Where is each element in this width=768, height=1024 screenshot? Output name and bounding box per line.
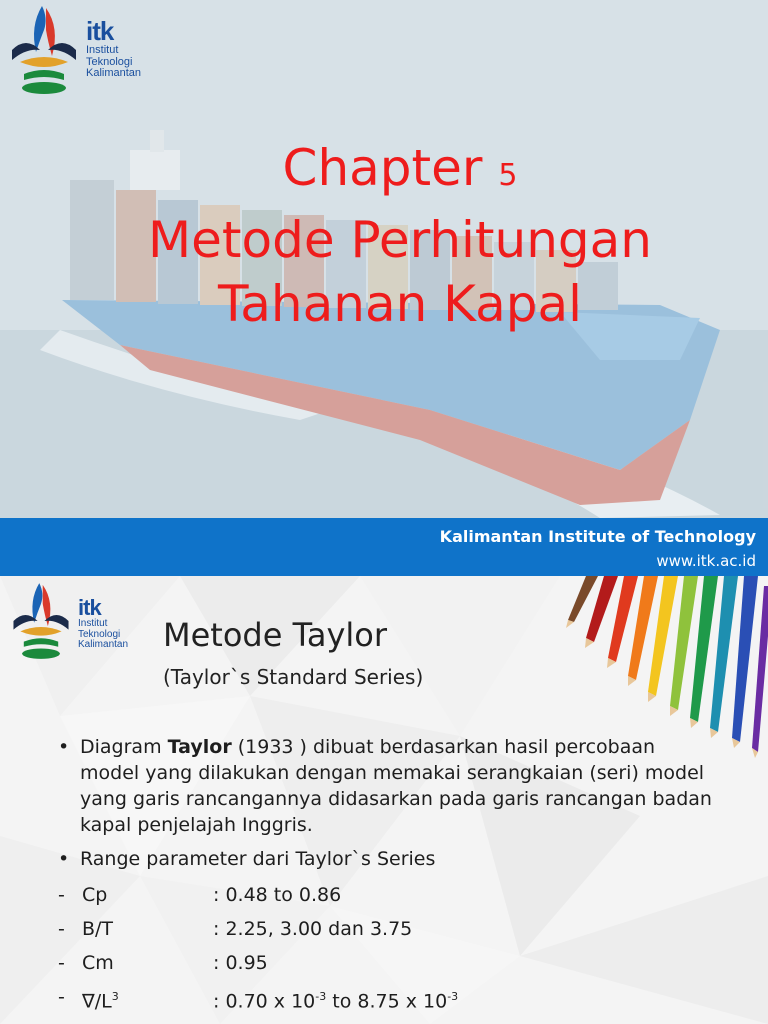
logo-line2: Teknologi xyxy=(86,55,133,68)
logo-line1: Institut xyxy=(86,44,119,57)
footer-band xyxy=(0,518,768,576)
itk-logo-small xyxy=(6,578,166,668)
param-name-sup: 3 xyxy=(111,990,119,1003)
logo-line2: Teknologi xyxy=(78,628,121,640)
logo-abbr: itk xyxy=(86,16,114,46)
bullet-range-parameter: • Range parameter dari Taylor`s Series xyxy=(58,846,718,872)
param-value: : 0.48 to 0.86 xyxy=(213,884,342,906)
sup-a: -3 xyxy=(315,990,327,1003)
slide-body xyxy=(58,734,718,1018)
sup-b: -3 xyxy=(447,990,459,1003)
bullet1-post: (1933 ) dibuat berdasarkan hasil percobaan model yang dilakukan dengan memakai serangkaian (seri) model yang garis rancangannya didasarkan pada garis rancangan badan kapal penjelajah Inggris. xyxy=(80,736,712,836)
param-name: Cp xyxy=(82,884,108,906)
param-dash: - xyxy=(58,986,65,1008)
website-link[interactable]: www.itk.ac.id xyxy=(656,552,756,570)
param-name: Cm xyxy=(82,952,114,974)
slide-subtitle: (Taylor`s Standard Series) xyxy=(163,665,424,689)
param-dash: - xyxy=(58,884,65,906)
val-a: : 0.70 x 10 xyxy=(213,990,316,1013)
logo-abbr: itk xyxy=(78,595,101,620)
param-row xyxy=(58,882,718,916)
param-row xyxy=(58,916,718,950)
bullet-taylor-diagram xyxy=(58,734,718,838)
chapter-word: Chapter xyxy=(282,139,483,197)
param-name: B/T xyxy=(82,918,114,940)
param-value: : 0.95 xyxy=(213,952,268,974)
logo-line3: Kalimantan xyxy=(86,67,142,80)
title-line2: Metode Perhitungan xyxy=(148,211,652,269)
param-value: : 2.25, 3.00 dan 3.75 xyxy=(213,918,413,940)
chapter-number: 5 xyxy=(498,158,518,193)
chapter-title xyxy=(40,136,760,336)
slide-title: Metode Taylor xyxy=(163,616,388,654)
nabla-symbol: ∇/L xyxy=(82,990,112,1013)
param-row xyxy=(58,984,718,1018)
param-dash: - xyxy=(58,918,65,940)
itk-logo xyxy=(6,0,166,105)
param-name-displacement xyxy=(82,984,119,1014)
title-line3: Tahanan Kapal xyxy=(218,275,582,333)
bullet1-bold: Taylor xyxy=(167,736,232,758)
itk-emblem-icon xyxy=(6,578,76,664)
param-row xyxy=(58,950,718,984)
bullet1-pre: Diagram xyxy=(80,736,168,758)
logo-line3: Kalimantan xyxy=(78,639,129,651)
param-dash: - xyxy=(58,952,65,974)
content-slide xyxy=(0,576,768,1024)
institution-name: Kalimantan Institute of Technology xyxy=(439,527,756,546)
itk-emblem-icon xyxy=(6,0,82,100)
val-mid: to 8.75 x 10 xyxy=(326,990,448,1013)
logo-line1: Institut xyxy=(78,618,108,630)
param-value-displacement xyxy=(213,984,458,1014)
